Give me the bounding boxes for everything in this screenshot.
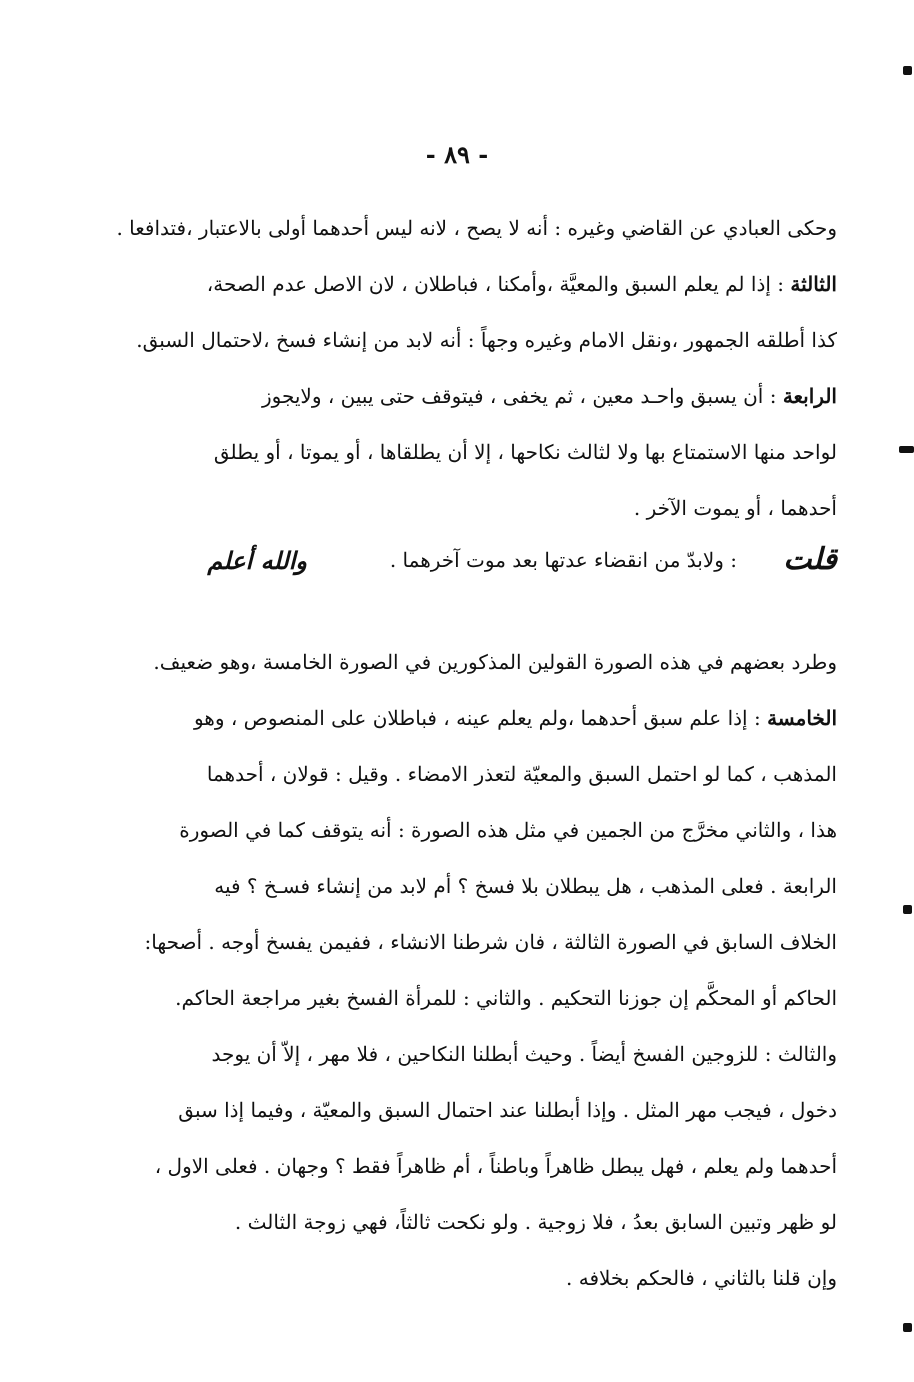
margin-mark — [899, 446, 914, 453]
line-text: الحاكم أو المحكَّم إن جوزنا التحكيم . والثاني : للمرأة الفسخ بغير مراجعة الحاكم. — [175, 986, 837, 1010]
line-text: وطرد بعضهم في هذه الصورة القولين المذكورين في الصورة الخامسة ،وهو ضعيف. — [153, 650, 837, 674]
line-text: الخلاف السابق في الصورة الثالثة ، فان شرطنا الانشاء ، ففيمن يفسخ أوجه . أصحها: — [144, 930, 837, 954]
qult-label: قلت — [783, 542, 837, 577]
line-text: : إذا لم يعلم السبق والمعيَّة ،وأمكنا ، فباطلان ، لان الاصل عدم الصحة، — [206, 272, 791, 296]
qult-line — [72, 536, 837, 616]
section-heading: الثالثة — [790, 272, 837, 296]
text-line — [72, 256, 837, 312]
bottom-paragraphs — [72, 634, 837, 1306]
text-line — [72, 970, 837, 1026]
text-line — [72, 690, 837, 746]
line-text: والثالث : للزوجين الفسخ أيضاً . وحيث أبطلنا النكاحين ، فلا مهر ، إلاّ أن يوجد — [211, 1042, 837, 1066]
text-line — [72, 746, 837, 802]
margin-mark — [903, 66, 912, 75]
text-line — [72, 312, 837, 368]
text-line — [72, 368, 837, 424]
line-text: وحكى العبادي عن القاضي وغيره : أنه لا يصح ، لانه ليس أحدهما أولى بالاعتبار ،فتدافعا . — [116, 216, 837, 240]
line-text: : إذا علم سبق أحدهما ،ولم يعلم عينه ، فباطلان على المنصوص ، وهو — [193, 706, 768, 730]
text-line — [72, 914, 837, 970]
text-line — [72, 1082, 837, 1138]
line-text: المذهب ، كما لو احتمل السبق والمعيّة لتعذر الامضاء . وقيل : قولان ، أحدهما — [206, 762, 837, 786]
text-line — [72, 1138, 837, 1194]
line-text: دخول ، فيجب مهر المثل . وإذا أبطلنا عند احتمال السبق والمعيّة ، وفيما إذا سبق — [178, 1098, 837, 1122]
line-text: الرابعة . فعلى المذهب ، هل يبطلان بلا فسخ ؟ أم لابد من إنشاء فسـخ ؟ فيه — [214, 874, 837, 898]
line-text: هذا ، والثاني مخرَّج من الجمين في مثل هذه الصورة : أنه يتوقف كما في الصورة — [179, 818, 837, 842]
line-text: أحدهما ، أو يموت الآخر . — [633, 496, 837, 520]
text-line — [72, 802, 837, 858]
page-number: - ٨٩ - — [425, 140, 489, 169]
line-text: لو ظهر وتبين السابق بعدُ ، فلا زوجية . ولو نكحت ثالثاً، فهي زوجة الثالث . — [234, 1210, 837, 1234]
top-paragraphs — [72, 200, 837, 536]
margin-mark — [903, 905, 912, 914]
text-line — [72, 480, 837, 536]
text-line — [72, 1026, 837, 1082]
section-heading: الرابعة — [782, 384, 837, 408]
text-line — [72, 1194, 837, 1250]
qult-text: : ولابدّ من انقضاء عدتها بعد موت آخرهما . — [389, 548, 737, 572]
text-line — [72, 200, 837, 256]
closing-phrase: والله أعلم — [207, 546, 307, 575]
text-line — [72, 634, 837, 690]
text-line — [72, 858, 837, 914]
margin-mark — [903, 1323, 912, 1332]
text-line — [72, 424, 837, 480]
text-line — [72, 1250, 837, 1306]
line-text: لواحد منها الاستمتاع بها ولا لثالث نكاحها ، إلا أن يطلقاها ، أو يموتا ، أو يطلق — [213, 440, 837, 464]
section-heading: الخامسة — [767, 706, 837, 730]
line-text: وإن قلنا بالثاني ، فالحكم بخلافه . — [566, 1266, 837, 1290]
line-text: : أن يسبق واحـد معين ، ثم يخفى ، فيتوقف حتى يبين ، ولايجوز — [261, 384, 783, 408]
line-text: كذا أطلقه الجمهور ،ونقل الامام وغيره وجهاً : أنه لابد من إنشاء فسخ ،لاحتمال السبق. — [136, 328, 837, 352]
line-text: أحدهما ولم يعلم ، فهل يبطل ظاهراً وباطناً ، أم ظاهراً فقط ؟ وجهان . فعلى الاول ، — [154, 1154, 837, 1178]
